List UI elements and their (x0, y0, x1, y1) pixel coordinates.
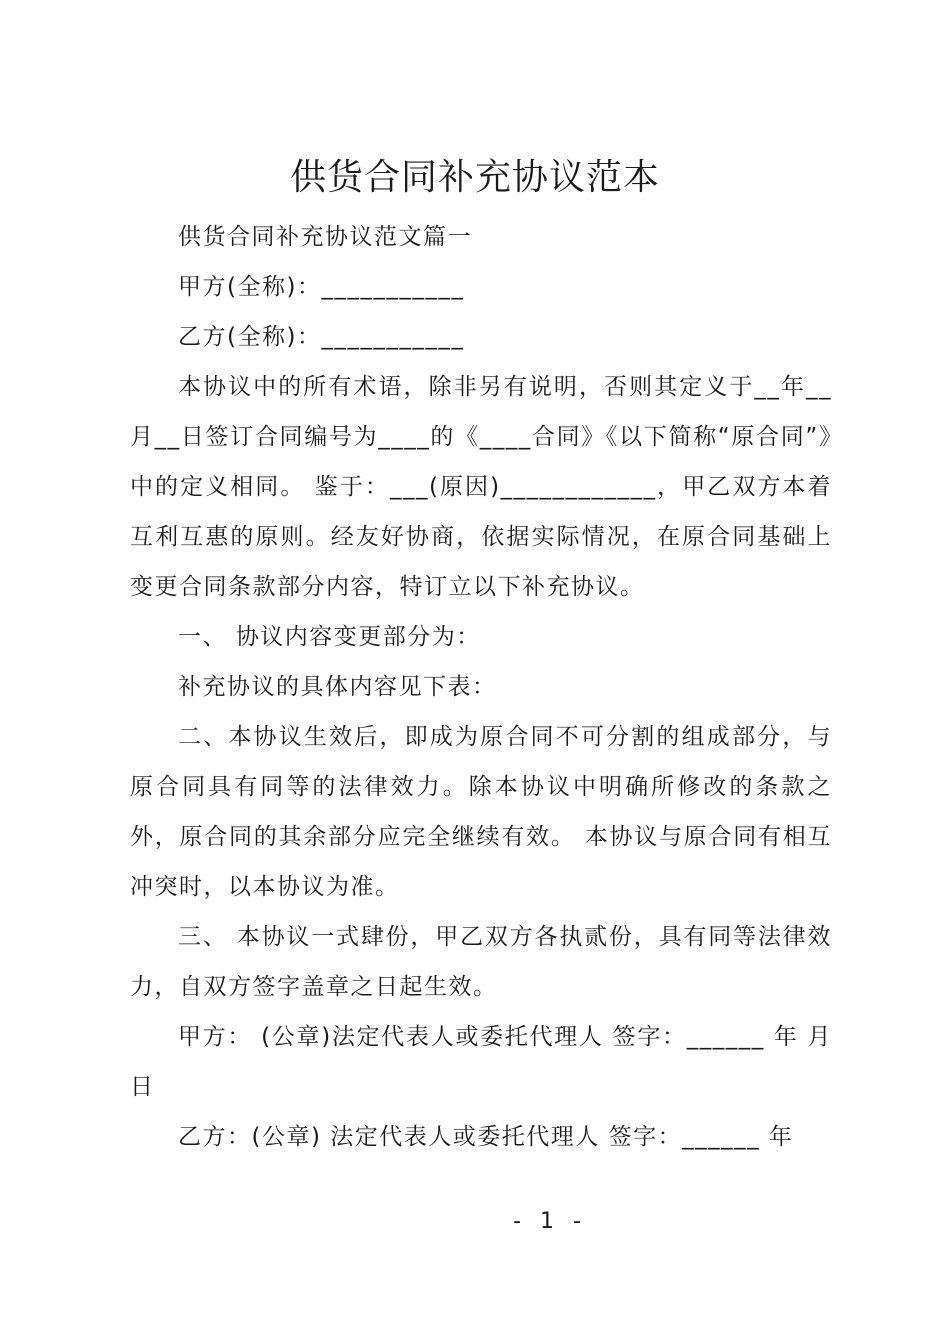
party-a-signature: 甲方： (公章)法定代表人或委托代理人 签字：______ 年 月 日 (130, 1024, 832, 1100)
definitions-paragraph: 本协议中的所有术语，除非另有说明，否则其定义于__年__月__日签订合同编号为____的《____合同》《以下简称“原合同”》中的定义相同。 鉴于：___(原因)____________，甲乙双方本着互利互惠的原则。经友好协商，依据实际情况，在原合同基础上变更合同条款部分内容，特订立以下补充协议。 (130, 374, 832, 600)
document-body (130, 212, 832, 1162)
clause-one: 一、 协议内容变更部分为： (178, 624, 481, 650)
party-a-field: 甲方(全称)：___________ (178, 274, 465, 300)
section-heading: 供货合同补充协议范文篇一 (178, 224, 472, 250)
clause-three: 三、 本协议一式肆份，甲乙双方各执贰份，具有同等法律效力，自双方签字盖章之日起生效。 (130, 924, 832, 1000)
page-number: - 1 - (513, 1209, 587, 1234)
party-b-field: 乙方(全称)：___________ (178, 324, 465, 350)
clause-two: 二、本协议生效后，即成为原合同不可分割的组成部分，与原合同具有同等的法律效力。除本协议中明确所修改的条款之外，原合同的其余部分应完全继续有效。 本协议与原合同有相互冲突时，以本协议为准。 (130, 724, 832, 900)
table-reference: 补充协议的具体内容见下表： (178, 674, 497, 700)
document-title: 供货合同补充协议范本 (289, 157, 660, 198)
party-b-signature: 乙方：(公章) 法定代表人或委托代理人 签字：______ 年 (178, 1124, 794, 1150)
